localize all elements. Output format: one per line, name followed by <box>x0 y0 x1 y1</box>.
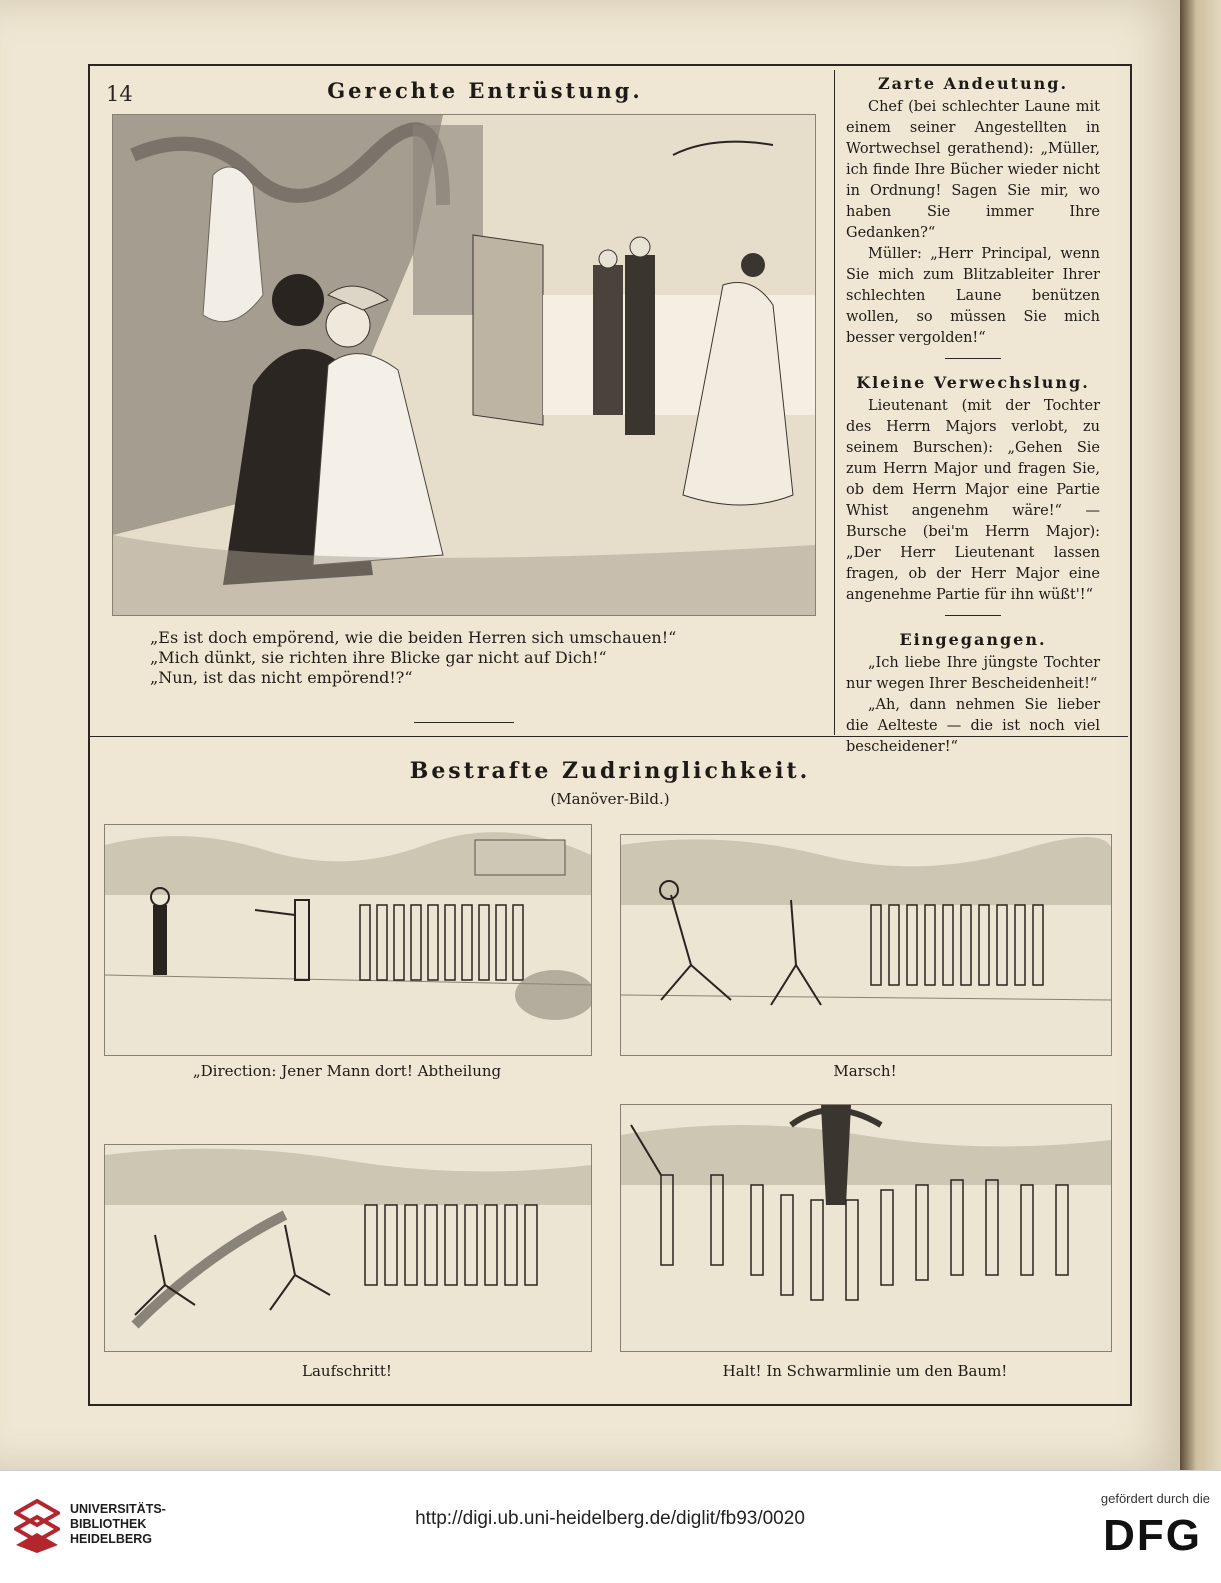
panel-illustration <box>104 1144 592 1352</box>
institution-line: UNIVERSITÄTS- <box>70 1502 166 1516</box>
panel-illustration <box>104 824 592 1056</box>
caption-line: „Es ist doch empörend, wie die beiden Herren sich umschauen!“ <box>150 628 677 647</box>
sidebar-paragraph: „Ich liebe Ihre jüngste Tochter nur wegen Ihrer Bescheidenheit!“ <box>846 655 1100 692</box>
main-illustration <box>112 114 816 616</box>
main-title: Gerechte Entrüstung. <box>327 78 643 103</box>
main-caption <box>150 628 677 688</box>
sidebar-title: Eingegangen. <box>899 630 1047 649</box>
institution-name[interactable] <box>70 1502 166 1547</box>
caption-line: „Nun, ist das nicht empörend!?“ <box>150 668 413 687</box>
funded-by-label: gefördert durch die <box>1100 1491 1210 1506</box>
sidebar-paragraph: Chef (bei schlechter Laune mit einem seiner Angestellten in Wortwechsel gerathend): „Müller, ich finde Ihre Bücher wieder nicht in Ordnung! Sagen Sie mir, wo haben Sie immer Ihre Gedanken?“ <box>846 99 1100 241</box>
panel-caption: Halt! In Schwarmlinie um den Baum! <box>722 1362 1008 1380</box>
sidebar-rule <box>945 615 1001 616</box>
permalink-url[interactable]: http://digi.ub.uni-heidelberg.de/diglit/fb93/0020 <box>415 1508 805 1529</box>
sidebar-paragraph: Lieutenant (mit der Tochter des Herrn Majors verlobt, zu seinem Burschen): „Gehen Sie zum Herrn Major und fragen Sie, ob dem Herrn Major eine Partie Whist angenehm wäre!“ — Bursche (bei'm Herrn Major): „Der Herr Lieutenant lassen fragen, ob der Herr Major eine angenehme Partie für ihn wüßt'!“ <box>846 398 1100 603</box>
caption-divider <box>414 722 514 723</box>
sidebar-rule <box>945 358 1001 359</box>
university-logo-icon <box>14 1499 60 1553</box>
panel-illustration <box>620 1104 1112 1352</box>
sidebar-column <box>846 74 1100 758</box>
soldiers-around-tree-image <box>621 1105 1111 1351</box>
sidebar-paragraph: Müller: „Herr Principal, wenn Sie mich zum Blitzableiter Ihrer schlechten Laune benützen wollen, so müssen Sie mich besser vergolden!“ <box>846 246 1100 346</box>
institution-line: HEIDELBERG <box>70 1532 152 1546</box>
sidebar-paragraph: „Ah, dann nehmen Sie lieber die Aelteste — die ist noch viel bescheidener!“ <box>846 697 1100 755</box>
section-divider <box>88 736 1128 737</box>
soldiers-marching-image <box>621 835 1111 1055</box>
sidebar-title: Zarte Andeutung. <box>877 74 1069 93</box>
caption-line: „Mich dünkt, sie richten ihre Blicke gar nicht auf Dich!“ <box>150 648 607 667</box>
garden-scene-image <box>113 115 815 615</box>
viewer-footer <box>0 1470 1221 1583</box>
institution-line: BIBLIOTHEK <box>70 1517 147 1531</box>
sidebar-title: Kleine Verwechslung. <box>856 373 1090 392</box>
panel-caption: Marsch! <box>833 1062 897 1080</box>
panel-illustration <box>620 834 1112 1056</box>
panel-caption: Laufschritt! <box>302 1362 392 1380</box>
panel-caption: „Direction: Jener Mann dort! Abtheilung <box>192 1062 502 1080</box>
second-subtitle: (Manöver-Bild.) <box>550 790 670 808</box>
page-number: 14 <box>106 82 133 106</box>
dfg-logo[interactable]: DFG <box>1103 1511 1202 1560</box>
soldiers-running-image <box>105 1145 591 1351</box>
adjacent-page-edge <box>1180 0 1221 1470</box>
second-title: Bestrafte Zudringlichkeit. <box>409 758 811 784</box>
sidebar-divider <box>834 70 835 735</box>
soldiers-formation-image <box>105 825 591 1055</box>
